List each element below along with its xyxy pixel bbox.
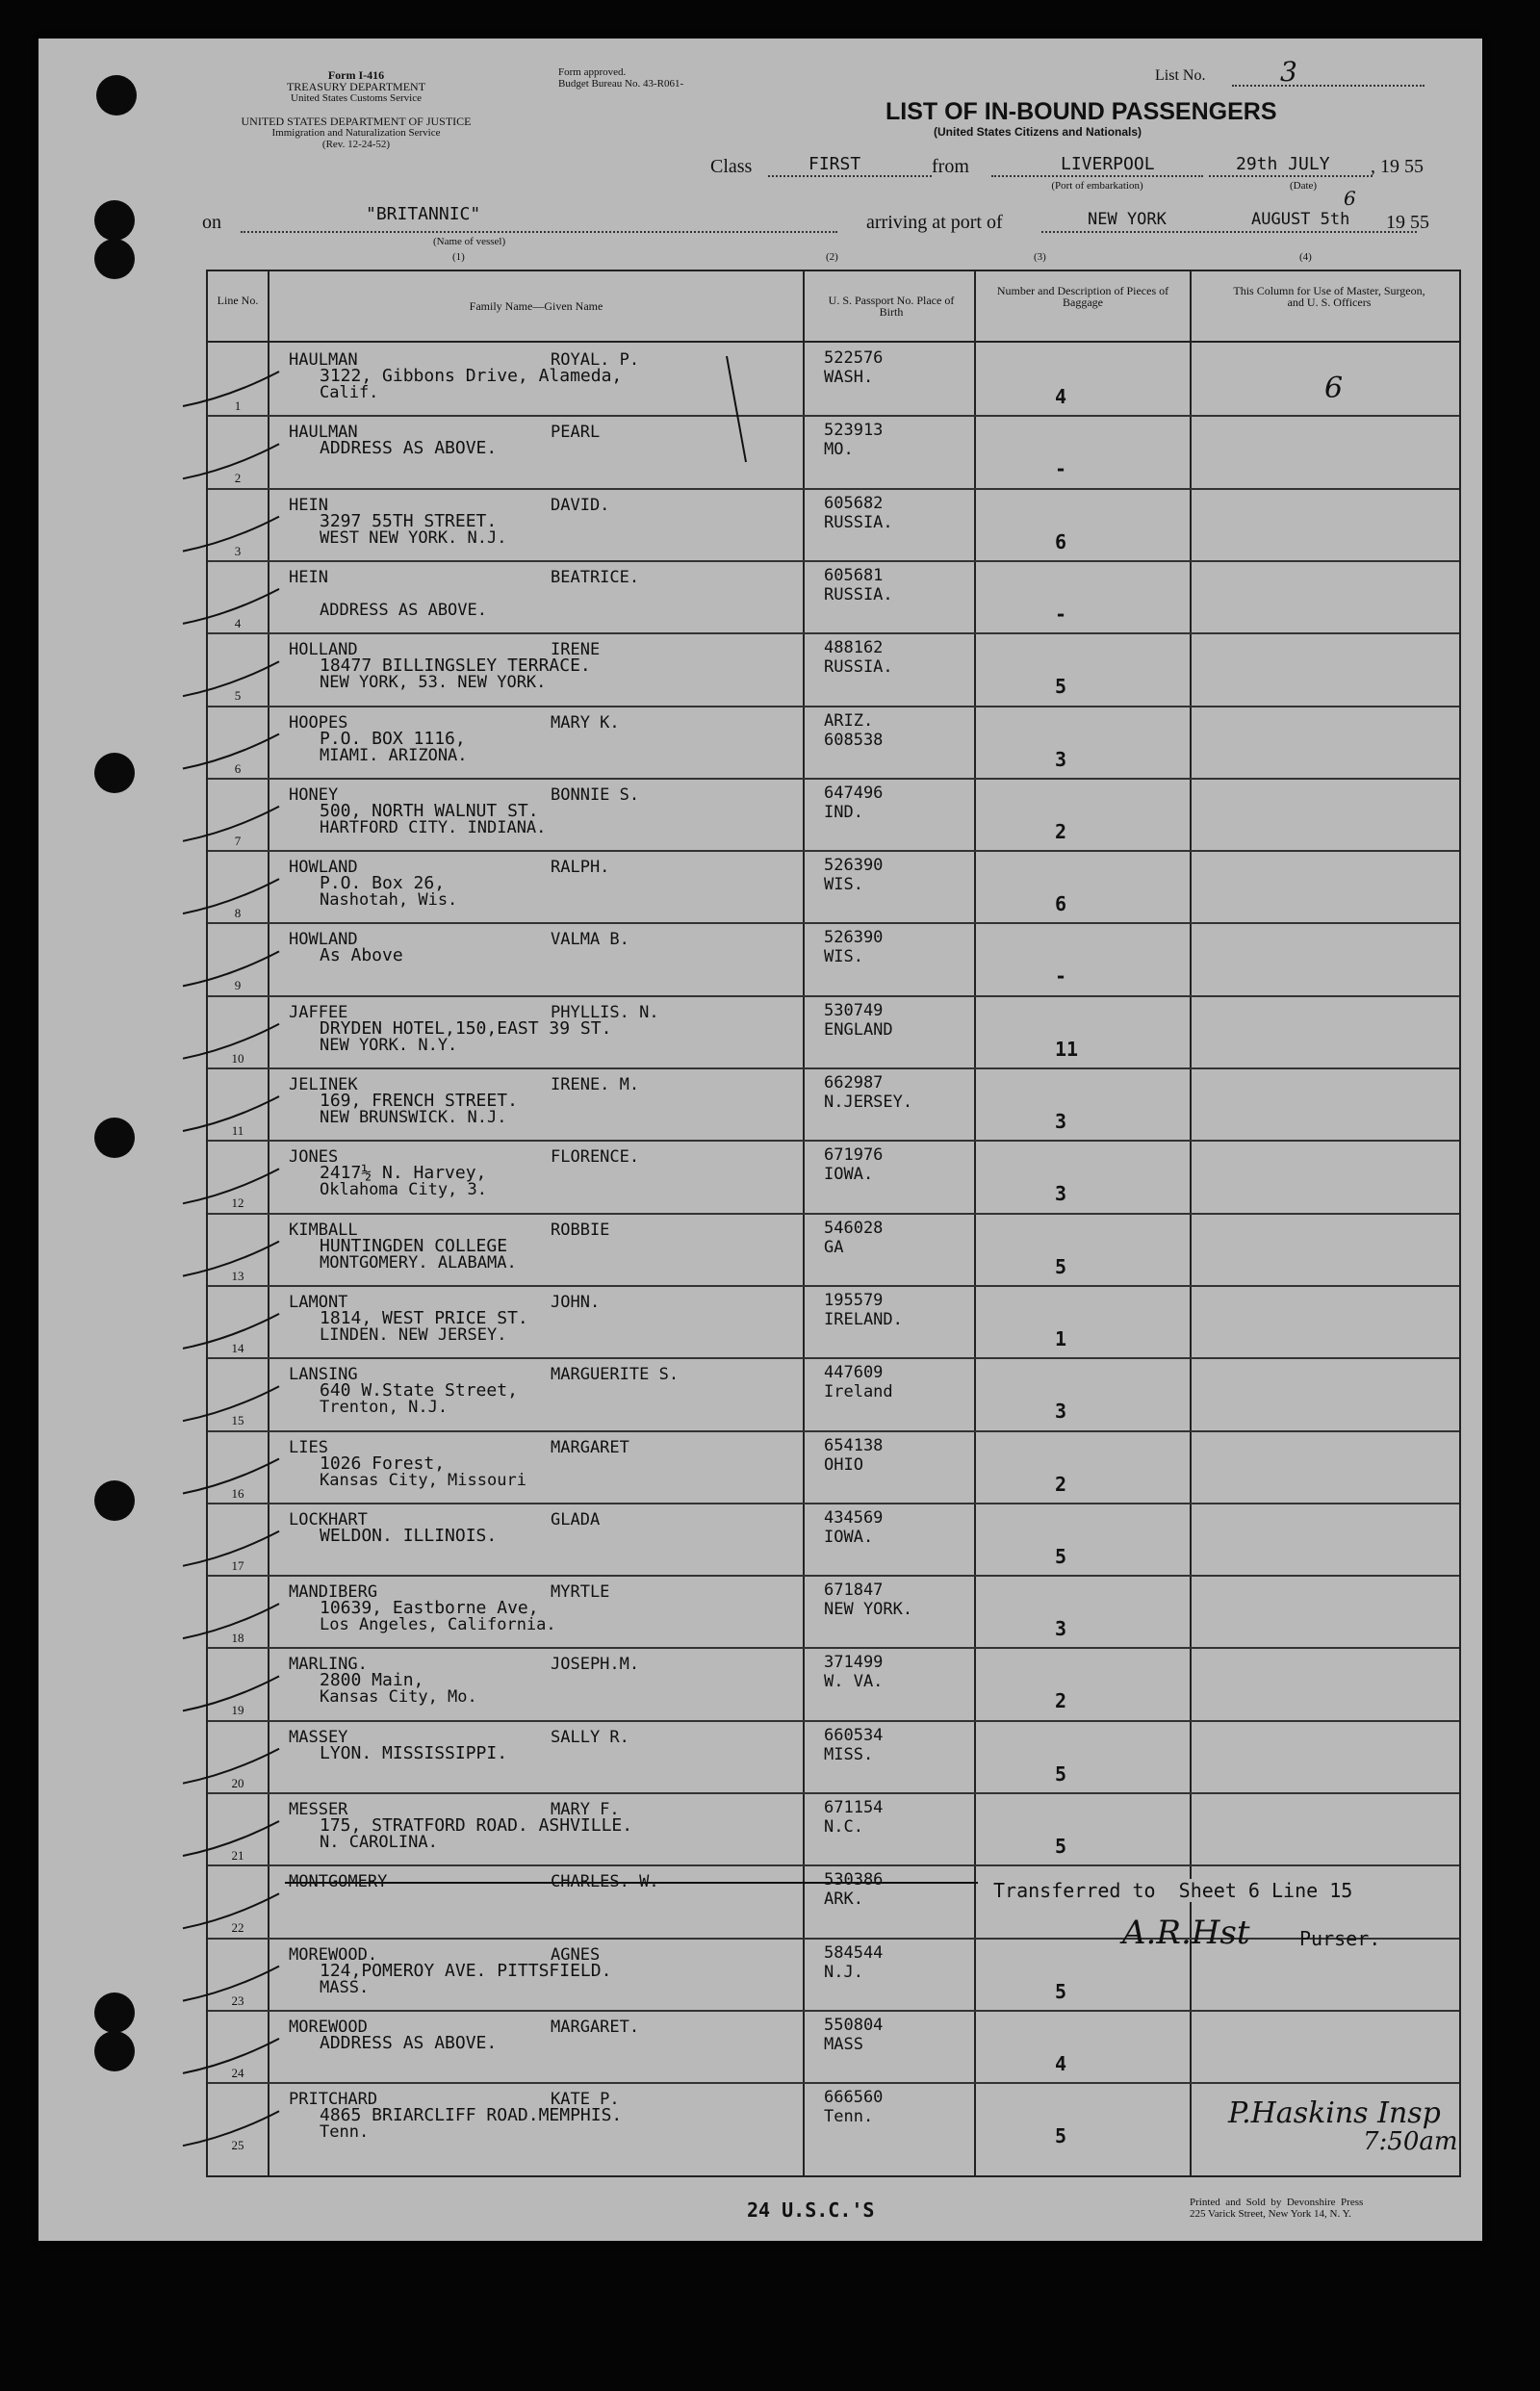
passport-number: 605681 xyxy=(824,565,884,585)
address-line-1: P.O. Box 26, xyxy=(320,873,446,894)
header-officers: This Column for Use of Master, Surgeon, and U. S. Officers xyxy=(1233,284,1425,309)
address-line-1: 4865 BRIARCLIFF ROAD.MEMPHIS. xyxy=(320,2105,623,2126)
given-name: ROBBIE xyxy=(551,1220,610,1240)
form-title: LIST OF IN-BOUND PASSENGERS xyxy=(886,98,1277,125)
address-line-1: 2800 Main, xyxy=(320,1670,424,1691)
place-of-birth: MASS xyxy=(824,2034,863,2054)
passport-number: 530386 xyxy=(824,1870,884,1890)
place-of-birth: IOWA. xyxy=(824,1165,874,1185)
place-of-birth: Tenn. xyxy=(824,2107,874,2127)
family-name: HOWLAND xyxy=(289,858,358,878)
inspector-signature: P.Haskins Insp xyxy=(1228,2096,1441,2130)
address-line-1: 3122, Gibbons Drive, Alameda, xyxy=(320,366,623,386)
col-num-4: (4) xyxy=(1299,251,1312,263)
check-mark xyxy=(183,1821,279,1856)
arriving-label: arriving at port of xyxy=(866,212,1003,233)
family-name: HOWLAND xyxy=(289,930,358,950)
given-name: MYRTLE xyxy=(551,1582,610,1603)
baggage-count: - xyxy=(1055,457,1067,481)
line-number: 23 xyxy=(231,1992,244,2008)
officer-mark: 6 xyxy=(1324,372,1344,405)
baggage-count: 5 xyxy=(1055,1761,1067,1786)
check-mark xyxy=(183,1604,279,1638)
given-name: BEATRICE. xyxy=(551,567,640,587)
baggage-count: 4 xyxy=(1055,2051,1067,2075)
passport-number: 488162 xyxy=(824,638,884,658)
baggage-count: 5 xyxy=(1055,2124,1067,2148)
passport-number: 605682 xyxy=(824,493,884,513)
baggage-count: 2 xyxy=(1055,1472,1067,1496)
line-number: 20 xyxy=(231,1775,244,1790)
place-of-birth: IOWA. xyxy=(824,1527,874,1547)
inspector-time: 7:50am xyxy=(1363,2127,1458,2156)
purser-label: Purser. xyxy=(1299,1927,1381,1950)
line-number: 15 xyxy=(231,1413,244,1428)
place-of-birth: ENGLAND xyxy=(824,1019,893,1040)
family-name: JONES xyxy=(289,1147,339,1168)
passport-number: 195579 xyxy=(824,1290,884,1310)
given-name: CHARLES. W. xyxy=(551,1872,659,1892)
line-number: 2 xyxy=(234,471,242,486)
place-of-birth: 608538 xyxy=(824,730,884,750)
header-line-no: Line No. xyxy=(217,294,259,307)
address-line-2: NEW YORK. N.Y. xyxy=(320,1035,458,1055)
given-name: MARY K. xyxy=(551,712,620,733)
baggage-count: 6 xyxy=(1055,892,1067,916)
family-name: MOREWOOD. xyxy=(289,1944,378,1965)
line-number: 19 xyxy=(231,1703,244,1718)
address-line-2: NEW YORK, 53. NEW YORK. xyxy=(320,673,547,693)
given-name: PHYLLIS. N. xyxy=(551,1002,659,1022)
line-number: 25 xyxy=(231,2138,244,2153)
address-line-2: Kansas City, Missouri xyxy=(320,1470,526,1490)
arrival-date-correction: 6 xyxy=(1344,187,1356,210)
passport-number: 671976 xyxy=(824,1145,884,1166)
passport-number: 660534 xyxy=(824,1725,884,1745)
address-line-2: ADDRESS AS ABOVE. xyxy=(320,600,487,620)
family-name: HAULMAN xyxy=(289,423,358,443)
baggage-count: 3 xyxy=(1055,747,1067,771)
address-line-2: N. CAROLINA. xyxy=(320,1833,438,1852)
baggage-count: 3 xyxy=(1055,1182,1067,1206)
check-mark xyxy=(183,734,279,769)
family-name: HOLLAND xyxy=(289,640,358,660)
address-line-1: WELDON. ILLINOIS. xyxy=(320,1525,498,1546)
address-line-1: ADDRESS AS ABOVE. xyxy=(320,2032,498,2053)
family-name: MESSER xyxy=(289,1800,348,1819)
form-number: Form I-416 xyxy=(327,68,385,82)
check-mark xyxy=(183,2039,279,2073)
address-line-2: Tenn. xyxy=(320,2122,370,2143)
passport-number: ARIZ. xyxy=(824,710,874,731)
family-name: HONEY xyxy=(289,784,339,805)
passport-number: 584544 xyxy=(824,1942,884,1963)
check-mark xyxy=(183,1459,279,1494)
family-name: MOREWOOD xyxy=(289,2017,368,2037)
passport-number: 671847 xyxy=(824,1581,884,1601)
header-name: Family Name—Given Name xyxy=(469,299,603,313)
passport-number: 530749 xyxy=(824,1000,884,1020)
passport-number: 546028 xyxy=(824,1218,884,1238)
address-line-2: Trenton, N.J. xyxy=(320,1398,449,1418)
check-mark xyxy=(183,2111,279,2146)
baggage-count: 1 xyxy=(1055,1326,1067,1350)
family-name: LIES xyxy=(289,1437,328,1457)
arrival-date: AUGUST 5th xyxy=(1251,210,1350,229)
family-name: MARLING. xyxy=(289,1655,368,1675)
line-number: 8 xyxy=(234,906,242,921)
baggage-count: 5 xyxy=(1055,1544,1067,1568)
given-name: DAVID. xyxy=(551,495,610,515)
passport-number: 523913 xyxy=(824,421,884,441)
baggage-count: - xyxy=(1055,964,1067,989)
passport-number: 434569 xyxy=(824,1507,884,1528)
family-name: HAULMAN xyxy=(289,350,358,370)
given-name: MARY F. xyxy=(551,1800,620,1819)
address-line-2: WEST NEW YORK. N.J. xyxy=(320,527,507,548)
passport-number: 371499 xyxy=(824,1653,884,1673)
address-line-1: 1814, WEST PRICE ST. xyxy=(320,1307,528,1328)
place-of-birth: ARK. xyxy=(824,1890,863,1910)
family-name: MANDIBERG xyxy=(289,1582,378,1603)
line-number: 16 xyxy=(231,1485,244,1501)
given-name: ROYAL. P. xyxy=(551,350,640,370)
address-line-2: MONTGOMERY. ALABAMA. xyxy=(320,1252,517,1273)
class-label: Class xyxy=(710,156,753,177)
address-line-2: MIAMI. ARIZONA. xyxy=(320,745,468,765)
place-of-birth: N.JERSEY. xyxy=(824,1093,913,1112)
baggage-count: 3 xyxy=(1055,1400,1067,1424)
line-number: 5 xyxy=(234,688,242,704)
line-number: 1 xyxy=(234,398,242,413)
date-caption: (Date) xyxy=(1290,180,1318,192)
given-name: GLADA xyxy=(551,1509,601,1530)
passport-number: 654138 xyxy=(824,1435,884,1455)
header-passport: U. S. Passport No. Place of Birth xyxy=(828,294,955,319)
place-of-birth: Ireland xyxy=(824,1382,893,1402)
given-name: AGNES xyxy=(551,1944,601,1965)
family-name: MONTGOMERY xyxy=(289,1872,388,1892)
place-of-birth: IRELAND. xyxy=(824,1309,903,1329)
printer-line-1: Printed and Sold by Devonshire Press xyxy=(1190,2197,1364,2208)
passport-number: 662987 xyxy=(824,1073,884,1093)
line-number: 6 xyxy=(234,760,242,776)
address-line-1: 18477 BILLINGSLEY TERRACE. xyxy=(320,656,591,677)
on-label: on xyxy=(202,212,221,233)
check-mark xyxy=(183,661,279,696)
place-of-birth: WIS. xyxy=(824,875,863,895)
address-line-1: 500, NORTH WALNUT ST. xyxy=(320,800,539,821)
address-line-2: Calif. xyxy=(320,383,379,402)
address-line-1: 640 W.State Street, xyxy=(320,1380,518,1401)
address-line-1: 3297 55TH STREET. xyxy=(320,510,498,531)
col-num-1: (1) xyxy=(452,251,465,263)
check-mark xyxy=(183,1242,279,1276)
family-name: HEIN xyxy=(289,567,328,587)
check-marks-overlay xyxy=(38,39,1482,2241)
given-name: PEARL xyxy=(551,423,601,443)
check-mark xyxy=(183,879,279,913)
line-number: 7 xyxy=(234,833,242,848)
check-mark xyxy=(183,1967,279,2001)
passport-number: 647496 xyxy=(824,783,884,803)
family-name: MASSEY xyxy=(289,1727,348,1747)
place-of-birth: RUSSIA. xyxy=(824,657,893,678)
port-embark-caption: (Port of embarkation) xyxy=(1051,180,1143,192)
given-name: IRENE xyxy=(551,640,601,660)
address-line-1: 169, FRENCH STREET. xyxy=(320,1091,518,1111)
place-of-birth: OHIO xyxy=(824,1454,863,1475)
passport-number: 526390 xyxy=(824,856,884,876)
given-name: FLORENCE. xyxy=(551,1147,640,1168)
budget-bureau: Budget Bureau No. 43-R061- xyxy=(558,78,684,90)
port-of-embarkation: LIVERPOOL xyxy=(1061,154,1155,174)
line-number: 10 xyxy=(231,1050,244,1066)
baggage-count: 3 xyxy=(1055,1617,1067,1641)
given-name: SALLY R. xyxy=(551,1727,629,1747)
address-line-2: Kansas City, Mo. xyxy=(320,1687,477,1708)
check-mark xyxy=(183,444,279,478)
check-mark xyxy=(183,1676,279,1710)
place-of-birth: MISS. xyxy=(824,1744,874,1764)
address-line-1: 1026 Forest, xyxy=(320,1453,446,1474)
address-line-1: 10639, Eastborne Ave, xyxy=(320,1598,539,1619)
baggage-count: 5 xyxy=(1055,1835,1067,1858)
embark-date: 29th JULY xyxy=(1236,154,1330,174)
family-name: JAFFEE xyxy=(289,1002,348,1022)
address-line-1: DRYDEN HOTEL,150,EAST 39 ST. xyxy=(320,1017,612,1039)
given-name: IRENE. M. xyxy=(551,1075,640,1094)
form-approved: Form approved. xyxy=(558,66,627,78)
treasury-dept: TREASURY DEPARTMENT xyxy=(286,80,426,93)
check-mark xyxy=(183,1893,279,1928)
printer-line-2: 225 Varick Street, New York 14, N. Y. xyxy=(1190,2208,1351,2220)
line-number: 22 xyxy=(231,1920,244,1936)
check-mark xyxy=(183,372,279,406)
line-number: 13 xyxy=(231,1268,244,1283)
passport-number: 666560 xyxy=(824,2088,884,2108)
family-name: LANSING xyxy=(289,1365,358,1385)
header-baggage: Number and Description of Pieces of Baggage xyxy=(996,284,1169,309)
check-mark xyxy=(183,1749,279,1784)
line-number: 4 xyxy=(234,615,242,630)
justice-dept: UNITED STATES DEPARTMENT OF JUSTICE xyxy=(241,115,472,128)
place-of-birth: N.J. xyxy=(824,1962,863,1982)
baggage-count: 3 xyxy=(1055,1110,1067,1133)
address-line-2: MASS. xyxy=(320,1977,370,1997)
given-name: MARGARET xyxy=(551,1437,629,1457)
given-name: JOHN. xyxy=(551,1292,601,1312)
family-name: PRITCHARD xyxy=(289,2090,378,2110)
line-number: 21 xyxy=(231,1848,244,1863)
address-line-2: Los Angeles, California. xyxy=(320,1615,556,1635)
list-no-value: 3 xyxy=(1280,56,1297,88)
check-mark xyxy=(183,1386,279,1421)
baggage-count: 4 xyxy=(1055,385,1067,408)
baggage-count: 2 xyxy=(1055,1689,1067,1713)
pen-stroke xyxy=(727,356,746,462)
address-line-1: 175, STRATFORD ROAD. ASHVILLE. xyxy=(320,1815,633,1836)
given-name: MARGARET. xyxy=(551,2017,640,2037)
purser-signature: A.R.Hst xyxy=(1122,1914,1250,1952)
given-name: RALPH. xyxy=(551,858,610,878)
check-mark xyxy=(183,517,279,552)
class-value: FIRST xyxy=(808,154,861,174)
check-mark xyxy=(183,1096,279,1131)
line-number: 24 xyxy=(231,2065,244,2080)
passport-number: 447609 xyxy=(824,1363,884,1383)
given-name: BONNIE S. xyxy=(551,784,640,805)
check-mark xyxy=(183,1314,279,1349)
baggage-count: 5 xyxy=(1055,1254,1067,1278)
address-line-1: 2417½ N. Harvey, xyxy=(320,1163,487,1184)
passport-number: 550804 xyxy=(824,2015,884,2035)
place-of-birth: RUSSIA. xyxy=(824,512,893,532)
footer-code: 24 U.S.C.'S xyxy=(747,2198,875,2222)
vessel-caption: (Name of vessel) xyxy=(433,236,506,247)
ins-service: Immigration and Naturalization Service xyxy=(271,127,441,139)
check-mark xyxy=(183,1531,279,1566)
check-mark xyxy=(183,589,279,624)
passport-number: 522576 xyxy=(824,348,884,368)
year-two: 19 55 xyxy=(1386,212,1429,233)
vessel-name: "BRITANNIC" xyxy=(366,204,481,224)
address-line-2: NEW BRUNSWICK. N.J. xyxy=(320,1108,507,1127)
place-of-birth: NEW YORK. xyxy=(824,1600,913,1620)
family-name: HOOPES xyxy=(289,712,348,733)
line-number: 18 xyxy=(231,1631,244,1646)
form-subtitle: (United States Citizens and Nationals) xyxy=(934,125,1142,139)
place-of-birth: GA xyxy=(824,1237,844,1257)
address-line-2: HARTFORD CITY. INDIANA. xyxy=(320,817,547,837)
baggage-count: 5 xyxy=(1055,1979,1067,2003)
from-label: from xyxy=(932,156,969,177)
family-name: JELINEK xyxy=(289,1075,358,1094)
given-name: JOSEPH.M. xyxy=(551,1655,640,1675)
address-line-1: ADDRESS AS ABOVE. xyxy=(320,438,498,459)
place-of-birth: IND. xyxy=(824,802,863,822)
given-name: MARGUERITE S. xyxy=(551,1365,680,1385)
place-of-birth: N.C. xyxy=(824,1817,863,1837)
line-number: 9 xyxy=(234,978,242,993)
passport-number: 526390 xyxy=(824,928,884,948)
line-number: 3 xyxy=(234,543,242,558)
check-mark xyxy=(183,1024,279,1059)
baggage-count: 2 xyxy=(1055,819,1067,843)
address-line-1: 124,POMEROY AVE. PITTSFIELD. xyxy=(320,1960,612,1981)
revision: (Rev. 12-24-52) xyxy=(321,139,391,150)
place-of-birth: RUSSIA. xyxy=(824,584,893,604)
line-number: 12 xyxy=(231,1196,244,1211)
address-line-2: Nashotah, Wis. xyxy=(320,890,458,911)
line-number: 14 xyxy=(231,1340,244,1355)
col-num-3: (3) xyxy=(1034,251,1046,263)
address-line-2: LINDEN. NEW JERSEY. xyxy=(320,1324,507,1345)
arrival-port: NEW YORK xyxy=(1088,210,1167,229)
transfer-note: Transferred to Sheet 6 Line 15 xyxy=(993,1879,1353,1902)
baggage-count: - xyxy=(1055,602,1067,626)
family-name: LOCKHART xyxy=(289,1509,368,1530)
given-name: KATE P. xyxy=(551,2090,620,2110)
place-of-birth: MO. xyxy=(824,440,854,460)
year-one: , 19 55 xyxy=(1371,156,1424,177)
passport-number: 671154 xyxy=(824,1798,884,1817)
address-line-1: P.O. BOX 1116, xyxy=(320,728,466,749)
baggage-count: 5 xyxy=(1055,675,1067,699)
family-name: LAMONT xyxy=(289,1292,348,1312)
family-name: HEIN xyxy=(289,495,328,515)
line-number: 11 xyxy=(231,1123,244,1138)
place-of-birth: W. VA. xyxy=(824,1672,884,1692)
line-number: 17 xyxy=(231,1557,244,1573)
place-of-birth: WASH. xyxy=(824,368,874,387)
check-mark xyxy=(183,1169,279,1203)
address-line-2: Oklahoma City, 3. xyxy=(320,1180,487,1200)
col-num-2: (2) xyxy=(826,251,838,263)
place-of-birth: WIS. xyxy=(824,947,863,967)
address-line-1: As Above xyxy=(320,945,403,966)
baggage-count: 11 xyxy=(1055,1037,1079,1061)
given-name: VALMA B. xyxy=(551,930,629,950)
check-mark xyxy=(183,807,279,841)
address-line-1: LYON. MISSISSIPPI. xyxy=(320,1742,508,1763)
check-mark xyxy=(183,951,279,986)
family-name: KIMBALL xyxy=(289,1220,358,1240)
baggage-count: 6 xyxy=(1055,529,1067,553)
list-no-label: List No. xyxy=(1155,67,1206,84)
passenger-manifest-page xyxy=(38,39,1482,2241)
customs-service: United States Customs Service xyxy=(291,92,422,104)
address-line-1: HUNTINGDEN COLLEGE xyxy=(320,1235,508,1256)
